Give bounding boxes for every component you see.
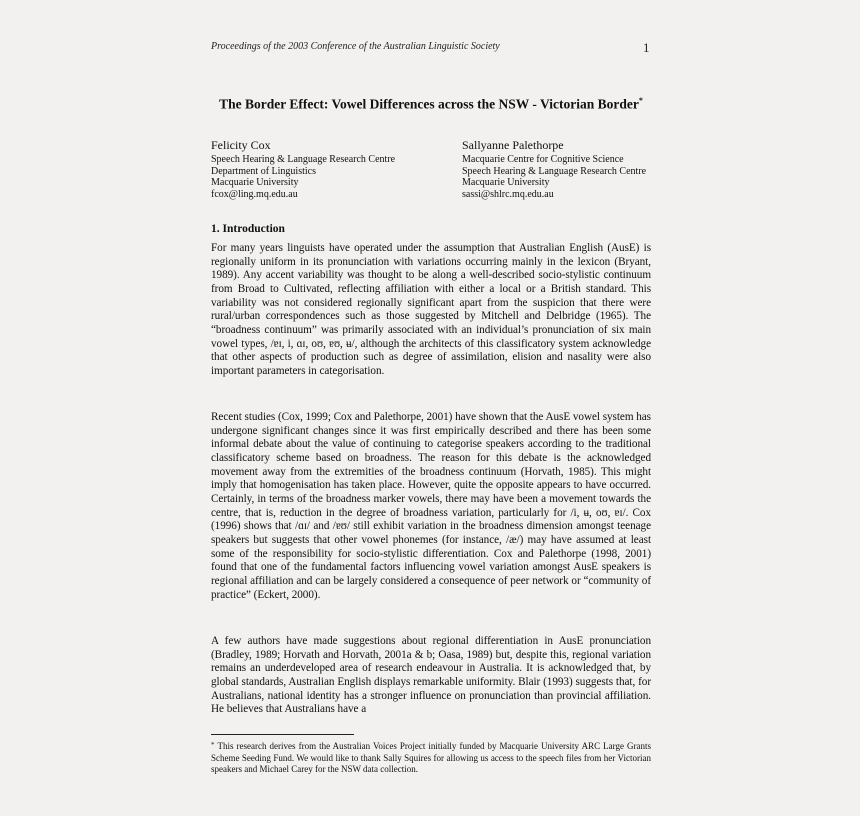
- footnote: [211, 740, 651, 776]
- paper-title: [211, 92, 651, 113]
- author-university: Macquarie University: [462, 177, 550, 189]
- body-paragraph: For many years linguists have operated under the assumption that Australian English (AusE) is regionally uniform in its pronunciation with variations occurring mainly in the lexicon (Bryant, 1989). Any accent variability was thought to be along a well-described socio-stylistic continuum from Broad to Cultivated, reflecting affiliation with either a local or a British standard. This variability was not considered regionally significant apart from the suspicion that there were rural/urban correspondences such as those suggested by Mitchell and Delbridge (1965). The “broadness continuum” was primarily associated with an individual’s pronunciation of six main vowel types, /ɐɪ, i, ɑɪ, oʊ, ɐʊ, ʉ/, although the architects of this classificatory system acknowledge that other aspects of production such as degree of assimilation, elision and nasality were also important parameters in categorisation.: [211, 242, 651, 377]
- page-number: 1: [643, 40, 650, 55]
- footnote-divider: [211, 734, 354, 735]
- author-university: Macquarie University: [211, 177, 299, 189]
- author-email: fcox@ling.mq.edu.au: [211, 189, 298, 201]
- author-name: Felicity Cox: [211, 138, 271, 152]
- author-department: Department of Linguistics: [211, 165, 316, 177]
- title-text: The Border Effect: Vowel Differences across the NSW - Victorian Border: [219, 96, 639, 112]
- author-affiliation: Speech Hearing & Language Research Centre: [211, 153, 396, 165]
- author-department: Speech Hearing & Language Research Centre: [462, 165, 647, 177]
- title-footnote-marker: *: [638, 96, 643, 105]
- footnote-text: This research derives from the Australian Voices Project initially funded by Macquarie University ARC Large Grants Scheme Seeding Fund. We would like to thank Sally Squires for allowing us access to the speech files from her Victorian speakers and Michael Carey for the NSW data collection.: [211, 741, 651, 775]
- footnote-marker: *: [211, 741, 215, 749]
- author-email: sassi@shlrc.mq.edu.au: [462, 189, 554, 201]
- author-affiliation: Macquarie Centre for Cognitive Science: [462, 153, 624, 165]
- section-heading: 1. Introduction: [211, 223, 285, 235]
- author-block-palethorpe: [462, 140, 646, 201]
- body-paragraph: Recent studies (Cox, 1999; Cox and Palethorpe, 2001) have shown that the AusE vowel system has undergone significant changes since it was first empirically described and there has been some informal debate about the value of continuing to categorise speakers according to the traditional classificatory scheme based on broadness. The reason for this debate is the acknowledged movement away from the extremities of the broadness continuum (Horvath, 1985). This might imply that homogenisation has taken place. However, quite the opposite appears to have occurred. Certainly, in terms of the broadness marker vowels, there may have been a movement towards the centre, that is, reduction in the degree of broadness variation, particularly for /i, ʉ, oʊ, ɐɪ/. Cox (1996) shows that /ɑɪ/ and /ɐʊ/ still exhibit variation in the broadness dimension amongst teenage speakers but suggests that other vowel phonemes (for instance, /æ/) may have assumed at least some of the responsibility for socio-stylistic differentiation. Cox and Palethorpe (1998, 2001) found that one of the fundamental factors influencing vowel variation amongst AusE speakers is regional affiliation and can be largely considered a consequence of peer network or “community of practice” (Eckert, 2000).: [211, 411, 651, 601]
- running-header: Proceedings of the 2003 Conference of the Australian Linguistic Society: [211, 41, 500, 52]
- body-paragraph: A few authors have made suggestions about regional differentiation in AusE pronunciation (Bradley, 1989; Horvath and Horvath, 2001a & b; Oasa, 1989) but, despite this, regional variation remains an underdeveloped area of research endeavour in Australia. It is acknowledged that, by global standards, Australian English displays remarkable uniformity. Blair (1993) suggests that, for Australians, national identity has a stronger influence on pronunciation than provincial affiliation. He believes that Australians have a: [211, 635, 651, 716]
- author-name: Sallyanne Palethorpe: [462, 138, 564, 152]
- author-block-cox: [211, 140, 395, 201]
